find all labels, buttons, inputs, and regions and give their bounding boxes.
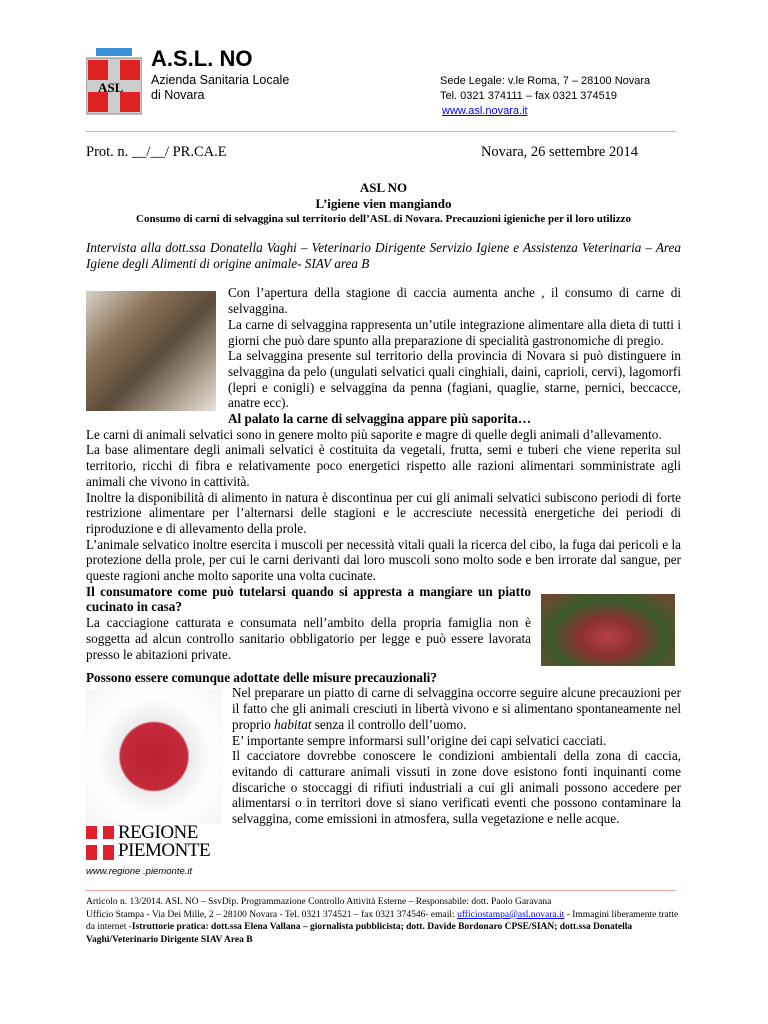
subheading: Al palato la carne di selvaggina appare più saporita…: [228, 411, 532, 427]
game-still-life-image: [86, 291, 216, 411]
sede-address: Sede Legale: v.le Roma, 7 – 28100 Novara: [440, 75, 651, 87]
paragraph-text: Nel preparare un piatto di carne di selvaggina occorre seguire alcune precauzioni per il fatto che gli animali cresciuti in libertà vivono e si alimentano spontaneamente nel proprio: [232, 685, 681, 732]
paragraph: Con l’apertura della stagione di caccia aumenta anche , il consumo di carne di selvaggina.: [228, 285, 681, 317]
protocol-number: Prot. n. __/__/ PR.CA.E: [86, 144, 227, 160]
paragraph: Inoltre la disponibilità di alimento in natura è discontinua per cui gli animali selvatici subiscono periodi di forte restrizione alimentare per l’alternarsi delle stagioni e le accresciute necessità energetiche dei periodi di riproduzione e di allevamento della prole.: [86, 489, 681, 536]
intro-text: Intervista alla dott.ssa Donatella Vaghi – Veterinario Dirigente Servizio Igiene e Assistenza Veterinaria – Area Igiene degli Alimenti di origine animale- SIAV area B: [86, 240, 681, 271]
sede-phone: Tel. 0321 374111 – fax 0321 374519: [440, 90, 617, 102]
footer-text: - Immagini liberamente tratte da internet -: [86, 909, 679, 932]
paragraph: L’animale selvatico inoltre esercita i muscoli per necessità vitali quali la ricerca del cibo, la fuga dai pericoli e la protezione della prole, per cui le carni derivanti dai loro muscoli sono molto sode e ben irrorate dal sangue, per queste ragioni anche molto saporite una volta cucinate.: [86, 536, 681, 584]
meat-question-mark-image: [86, 689, 222, 824]
email-link[interactable]: ufficiostampa@asl.novara.it: [457, 909, 565, 920]
paragraph: La base alimentare degli animali selvatici è costituita da vegetali, frutta, semi e tuberi che viene reperita sul territorio, ricchi di fibra e relativamente poco energetici rispetto alle razioni alimentari somministrate agli animali che vivono in cattività.: [86, 442, 681, 489]
org-subtitle: [151, 73, 289, 103]
title-org: ASL NO: [359, 180, 408, 195]
paragraph: Le carni di animali selvatici sono in genere molto più saporite e magre di quelle degli animali d’allevamento.: [86, 426, 662, 442]
paragraph: La cacciagione catturata e consumata nell’ambito della propria famiglia non è soggetta ad alcun controllo sanitario obbligatorio per legge e può essere lavorata presso le abitazioni private.: [86, 615, 531, 662]
article-titles: [86, 180, 681, 227]
subheading: Possono essere comunque adottate delle misure precauzionali?: [86, 669, 437, 685]
paragraph: Il cacciatore dovrebbe conoscere le condizioni ambientali della zona di caccia, evitando di catturare animali vissuti in zone dove esistono fonti inquinanti come discariche o stoccaggi di rifiuti industriali a cui gli animali possono accedere per alimentarsi o in territori dove si siano verificati eventi che possono contaminare la selvaggina, come emissioni in atmosfera, sulla vegetazione e nelle acque.: [232, 748, 681, 827]
logo-text: ASL: [98, 80, 124, 95]
footer-line-1: Articolo n. 13/2014. ASL NO – SsvDip. Programmazione Controllo Attività Esterne – Responsabile: dott. Paolo Garavana: [86, 897, 552, 907]
emphasis: habitat: [274, 716, 312, 732]
game-dish-image: [541, 594, 675, 666]
regione-url: www.regione .piemonte.it: [86, 866, 193, 877]
regione-flag-icon: [86, 826, 114, 860]
paragraph: E’ importante sempre informarsi sull’origine dei capi selvatici cacciati.: [232, 732, 607, 748]
org-subtitle-2: di Novara: [151, 88, 205, 102]
website-link[interactable]: www.asl.novara.it: [442, 105, 528, 117]
footer-text: Ufficio Stampa - Via Dei Mille, 2 – 28100 Novara - Tel. 0321 374521 – fax 0321 374546- email:: [86, 909, 458, 920]
asl-logo: [86, 48, 142, 124]
footer-divider: [86, 890, 676, 891]
regione-name-2: PIEMONTE: [118, 840, 211, 861]
document-date: Novara, 26 settembre 2014: [480, 144, 638, 160]
regione-name: [118, 824, 210, 860]
paragraph: La selvaggina presente sul territorio della provincia di Novara si può distinguere in selvaggina da pelo (ungulati selvatici quali cinghiali, daini, caprioli, cervi), lagomorfi (lepri e conigli) e selvaggina da penna (fagiani, quaglie, starne, pernici, beccacce, anatre ecc).: [228, 348, 681, 411]
title-main: L’igiene vien mangiando: [315, 196, 452, 211]
sede-info: [440, 74, 650, 119]
title-subtitle: Consumo di carni di selvaggina sul territorio dell’ASL di Novara. Precauzioni igieniche per il loro utilizzo: [136, 213, 631, 225]
footer-line-2: [86, 909, 686, 947]
footer-credits: Istruttorie pratica: dott.ssa Elena Vallana – giornalista pubblicista; dott. Davide Bordonaro CPSE/SIAN; dott.ssa Donatella Vaghi/Veterinario Dirigente SIAV Area B: [86, 922, 633, 945]
paragraph-text: senza il controllo dell’uomo.: [311, 716, 467, 732]
org-subtitle-1: Azienda Sanitaria Locale: [151, 73, 290, 87]
header-divider: [86, 131, 676, 132]
article-body: [86, 240, 681, 828]
regione-name-1: REGIONE: [118, 822, 198, 843]
org-title: A.S.L. NO: [151, 46, 253, 71]
footer: [86, 896, 686, 946]
subheading: Il consumatore come può tutelarsi quando si appresta a mangiare un piatto cucinato in casa?: [86, 583, 531, 615]
paragraph: La carne di selvaggina rappresenta un’utile integrazione alimentare alla dieta di tutti i giorni che può dare spunto alla preparazione di specialità gastronomiche di pregio.: [228, 316, 681, 348]
